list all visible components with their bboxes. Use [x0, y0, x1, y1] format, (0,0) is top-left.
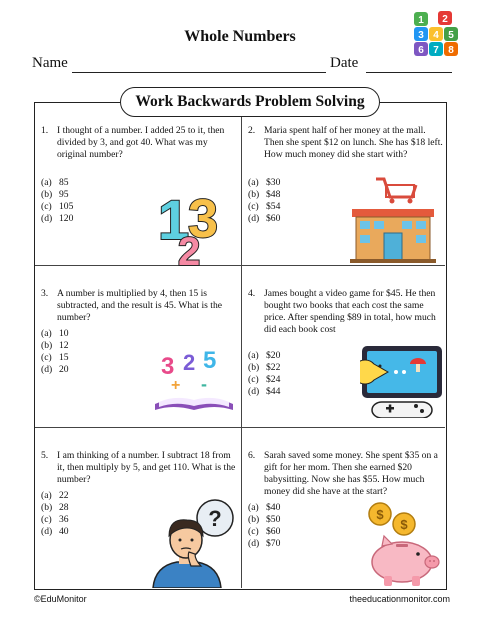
svg-text:3: 3	[418, 30, 424, 41]
svg-text:5: 5	[203, 347, 217, 374]
problem-2	[242, 103, 448, 265]
problem-number: 6.	[248, 450, 256, 461]
option-c[interactable]: (c) $60	[248, 526, 281, 537]
problem-text: I am thinking of a number. I subtract 18 from it, then multiply by 5, and get 110. What is the number?	[57, 450, 236, 485]
thinking-person-icon	[147, 496, 237, 588]
svg-text:6: 6	[418, 45, 424, 56]
option-a[interactable]: (a) 10	[41, 328, 69, 339]
problem-number: 1.	[41, 125, 49, 136]
svg-text:3: 3	[161, 353, 175, 380]
answer-options	[248, 177, 280, 225]
problem-6	[242, 428, 448, 590]
option-c[interactable]: (c) $24	[248, 374, 281, 385]
svg-text:2: 2	[183, 350, 196, 375]
svg-text:4: 4	[433, 30, 439, 41]
answer-options	[248, 350, 280, 398]
svg-text:-: -	[201, 374, 207, 394]
problem-3	[35, 266, 241, 428]
math-book-icon	[153, 346, 235, 416]
svg-text:7: 7	[433, 45, 439, 56]
name-date-row	[32, 55, 452, 77]
svg-text:2: 2	[178, 230, 201, 267]
name-label: Name	[32, 55, 68, 71]
number-blocks-icon	[150, 177, 230, 267]
option-c[interactable]: (c) 105	[41, 201, 74, 212]
answer-options	[248, 502, 280, 550]
answer-options	[41, 177, 73, 225]
option-d[interactable]: (d) $70	[248, 538, 281, 549]
option-d[interactable]: (d) $60	[248, 213, 281, 224]
problem-number: 3.	[41, 288, 49, 299]
number-tiles-logo-icon	[412, 10, 460, 58]
option-b[interactable]: (b) 95	[41, 189, 69, 200]
piggy-bank-icon	[360, 500, 444, 586]
option-d[interactable]: (d) 20	[41, 364, 69, 375]
worksheet-title: Whole Numbers	[184, 28, 296, 45]
problem-5	[35, 428, 241, 590]
date-label: Date	[330, 55, 359, 71]
option-a[interactable]: (a) 22	[41, 490, 69, 501]
option-b[interactable]: (b) 28	[41, 502, 69, 513]
option-b[interactable]: (b) $48	[248, 189, 281, 200]
option-b[interactable]: (b) 12	[41, 340, 69, 351]
option-a[interactable]: (a) $30	[248, 177, 281, 188]
problem-text: Sarah saved some money. She spent $35 on a gift for her mom. Then she earned $20 babysitting. Now she has $55. How much money did she have at the start?	[264, 450, 438, 497]
problem-text: A number is multiplied by 4, then 15 is subtracted, and the result is 45. What is the number?	[57, 288, 223, 323]
problem-1	[35, 103, 241, 265]
problem-number: 2.	[248, 125, 256, 136]
problem-number: 5.	[41, 450, 49, 461]
problem-text: Maria spent half of her money at the mall. Then she spent $12 on lunch. She has $18 left. How much money did she start with?	[264, 125, 443, 160]
svg-text:3: 3	[188, 189, 219, 249]
problem-grid	[34, 102, 447, 590]
option-c[interactable]: (c) 36	[41, 514, 69, 525]
footer-website-link[interactable]: theeducationmonitor.com	[349, 594, 450, 604]
shopping-mall-icon	[348, 173, 438, 265]
answer-options	[41, 328, 69, 376]
name-line[interactable]	[72, 72, 326, 73]
footer-copyright: ©EduMonitor	[34, 594, 87, 604]
option-d[interactable]: (d) 120	[41, 213, 74, 224]
problem-text: James bought a video game for $45. He then bought two books that each cost the same price. After spending $89 in total, how much did each book cost	[264, 288, 436, 335]
problem-text: I thought of a number. I added 25 to it, then divided by 3, and got 40. What was my original number?	[57, 125, 225, 160]
option-a[interactable]: (a) $40	[248, 502, 281, 513]
problem-4	[242, 266, 448, 428]
svg-text:1: 1	[158, 188, 190, 251]
answer-options	[41, 490, 69, 538]
svg-text:$: $	[376, 507, 384, 522]
svg-text:$: $	[400, 517, 408, 532]
svg-text:2: 2	[442, 14, 448, 25]
option-c[interactable]: (c) $54	[248, 201, 281, 212]
svg-text:5: 5	[448, 30, 454, 41]
problem-number: 4.	[248, 288, 256, 299]
option-b[interactable]: (b) $22	[248, 362, 281, 373]
option-c[interactable]: (c) 15	[41, 352, 69, 363]
option-d[interactable]: (d) $44	[248, 386, 281, 397]
video-game-icon	[360, 342, 444, 418]
option-a[interactable]: (a) 85	[41, 177, 69, 188]
option-d[interactable]: (d) 40	[41, 526, 69, 537]
svg-text:+: +	[171, 377, 181, 394]
option-b[interactable]: (b) $50	[248, 514, 281, 525]
section-title: Work Backwards Problem Solving	[120, 87, 380, 117]
date-line[interactable]	[366, 72, 452, 73]
svg-text:8: 8	[448, 45, 454, 56]
option-a[interactable]: (a) $20	[248, 350, 281, 361]
svg-text:1: 1	[418, 15, 424, 26]
svg-text:?: ?	[208, 506, 222, 531]
